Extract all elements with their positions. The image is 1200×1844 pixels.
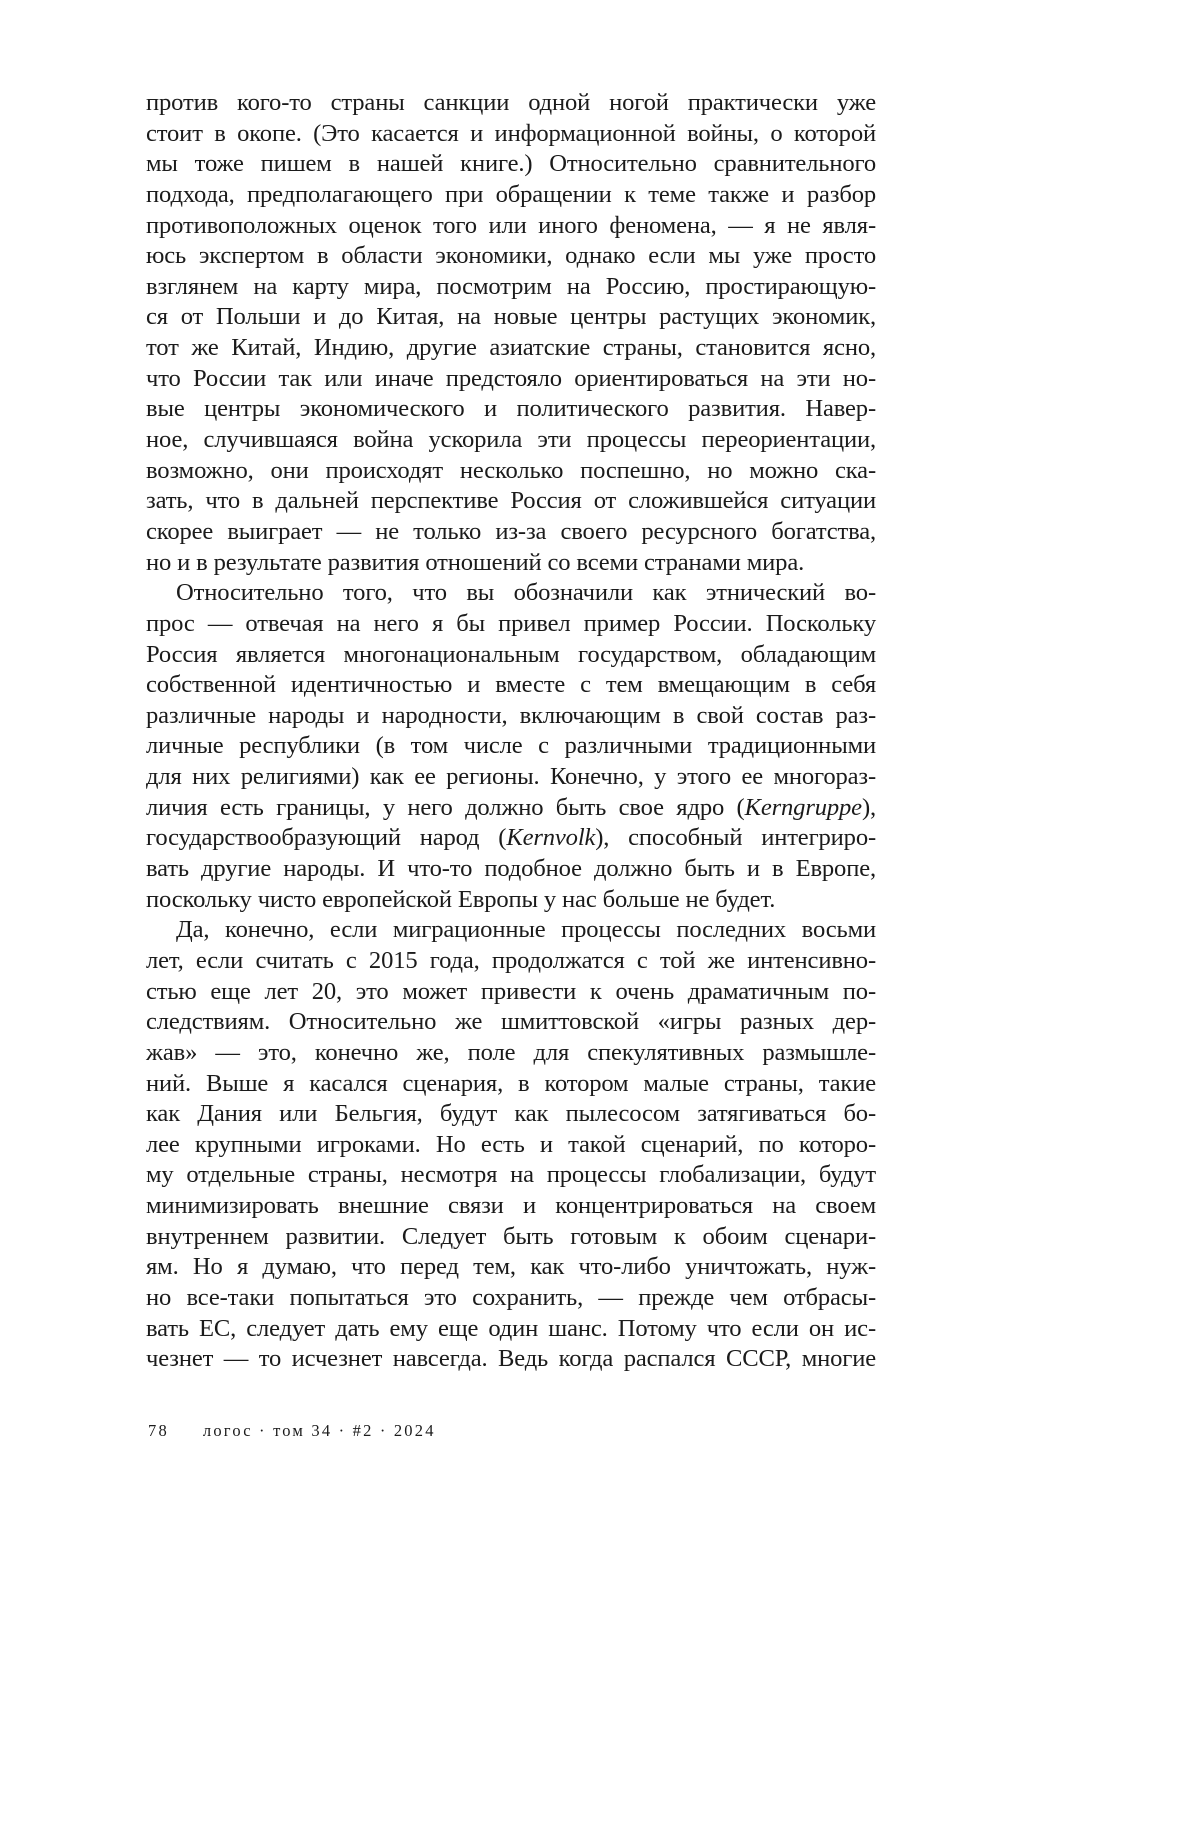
text-line bbox=[146, 640, 876, 671]
line-text: зать, что в дальней перспективе Россия от сложившейся ситуации bbox=[146, 487, 876, 515]
line-text: вые центры экономического и политического развития. Навер‑ bbox=[146, 395, 876, 423]
page-number: 78 bbox=[148, 1421, 169, 1440]
line-text: му отдельные страны, несмотря на процессы глобализации, будут bbox=[146, 1161, 876, 1189]
text-line bbox=[146, 548, 876, 579]
line-text: прос — отвечая на него я бы привел пример России. Поскольку bbox=[146, 609, 876, 637]
text-line bbox=[146, 1038, 876, 1069]
body-text bbox=[146, 88, 876, 1375]
text-line bbox=[146, 1069, 876, 1100]
text-line bbox=[146, 119, 876, 150]
line-text: мы тоже пишем в нашей книге.) Относительно сравнительного bbox=[146, 150, 876, 178]
line-text-continued: ), bbox=[861, 793, 876, 821]
text-line bbox=[146, 1099, 876, 1130]
text-line bbox=[146, 149, 876, 180]
text-line bbox=[146, 1191, 876, 1222]
line-text: Да, конечно, если миграционные процессы последних восьми bbox=[176, 916, 876, 944]
line-text: собственной идентичностью и вместе с тем вмещающим в себя bbox=[146, 671, 876, 699]
line-text: личные республики (в том числе с различными традиционными bbox=[146, 732, 876, 760]
line-text: чезнет — то исчезнет навсегда. Ведь когда распался СССР, многие bbox=[146, 1345, 876, 1373]
line-text: ний. Выше я касался сценария, в котором малые страны, такие bbox=[146, 1069, 876, 1097]
text-line bbox=[146, 793, 876, 824]
text-line bbox=[146, 670, 876, 701]
text-line bbox=[146, 1222, 876, 1253]
text-line bbox=[146, 823, 876, 854]
text-line bbox=[146, 1314, 876, 1345]
line-text: тот же Китай, Индию, другие азиатские страны, становится ясно, bbox=[146, 334, 876, 362]
line-text: лее крупными игроками. Но есть и такой сценарий, по которо‑ bbox=[146, 1130, 876, 1158]
line-text: противоположных оценок того или иного феномена, — я не явля‑ bbox=[146, 211, 876, 239]
line-text: возможно, они происходят несколько поспешно, но можно ска‑ bbox=[146, 456, 876, 484]
text-line bbox=[146, 180, 876, 211]
text-line bbox=[146, 609, 876, 640]
text-line bbox=[146, 302, 876, 333]
text-line bbox=[146, 977, 876, 1008]
line-text: что России так или иначе предстояло ориентироваться на эти но‑ bbox=[146, 364, 876, 392]
text-line bbox=[146, 517, 876, 548]
italic-term: Kernvolk bbox=[506, 824, 596, 852]
text-line bbox=[146, 1007, 876, 1038]
text-line bbox=[146, 1283, 876, 1314]
line-text: вать другие народы. И что-то подобное должно быть и в Европе, bbox=[146, 855, 876, 883]
text-line bbox=[146, 1344, 876, 1375]
text-line bbox=[146, 456, 876, 487]
text-line bbox=[146, 425, 876, 456]
text-line bbox=[146, 885, 876, 916]
line-text: подхода, предполагающего при обращении к теме также и разбор bbox=[146, 180, 876, 208]
line-text-continued: ), способный интегриро‑ bbox=[595, 824, 877, 852]
text-line bbox=[146, 1130, 876, 1161]
line-text: ям. Но я думаю, что перед тем, как что-либо уничтожать, нуж‑ bbox=[146, 1253, 876, 1281]
text-line bbox=[146, 333, 876, 364]
line-text: для них религиями) как ее регионы. Конечно, у этого ее многораз‑ bbox=[146, 763, 876, 791]
line-text: как Дания или Бельгия, будут как пылесосом затягиваться бо‑ bbox=[146, 1100, 876, 1128]
text-line bbox=[146, 211, 876, 242]
text-line bbox=[146, 854, 876, 885]
line-text: ся от Польши и до Китая, на новые центры растущих экономик, bbox=[146, 303, 876, 331]
text-line bbox=[146, 241, 876, 272]
text-line bbox=[146, 88, 876, 119]
line-text: внутреннем развитии. Следует быть готовым к обоим сценари‑ bbox=[146, 1222, 876, 1250]
line-text: поскольку чисто европейской Европы у нас больше не будет. bbox=[146, 885, 776, 913]
text-line bbox=[146, 731, 876, 762]
text-line bbox=[146, 578, 876, 609]
line-text: Россия является многонациональным государством, обладающим bbox=[146, 640, 876, 668]
text-line bbox=[146, 272, 876, 303]
line-text: минимизировать внешние связи и концентрироваться на своем bbox=[146, 1192, 876, 1220]
text-line bbox=[146, 364, 876, 395]
line-text: следствиям. Относительно же шмиттовской «игры разных дер‑ bbox=[146, 1008, 876, 1036]
text-line bbox=[146, 394, 876, 425]
line-text: различные народы и народности, включающим в свой состав раз‑ bbox=[146, 701, 876, 729]
line-text: юсь экспертом в области экономики, однако если мы уже просто bbox=[146, 242, 876, 270]
page-footer bbox=[148, 1421, 436, 1441]
line-text: ное, случившаяся война ускорила эти процессы переориентации, bbox=[146, 426, 876, 454]
line-text: взглянем на карту мира, посмотрим на Россию, простирающую‑ bbox=[146, 272, 876, 300]
line-text: но и в результате развития отношений со всеми странами мира. bbox=[146, 548, 805, 576]
line-text: стоит в окопе. (Это касается и информационной войны, о которой bbox=[146, 119, 876, 147]
text-line bbox=[146, 946, 876, 977]
line-text: но все-таки попытаться это сохранить, — прежде чем отбрасы‑ bbox=[146, 1283, 876, 1311]
italic-term: Kerngruppe bbox=[744, 793, 862, 821]
line-text: лет, если считать с 2015 года, продолжатся с той же интенсивно‑ bbox=[146, 946, 876, 974]
line-text: Относительно того, что вы обозначили как этнический во‑ bbox=[176, 579, 876, 607]
line-text: жав» — это, конечно же, поле для спекулятивных размышле‑ bbox=[146, 1038, 876, 1066]
text-line bbox=[146, 762, 876, 793]
text-line bbox=[146, 486, 876, 517]
line-text: вать ЕС, следует дать ему еще один шанс. Потому что если он ис‑ bbox=[146, 1314, 876, 1342]
text-line bbox=[146, 1252, 876, 1283]
running-head: логос · том 34 · #2 · 2024 bbox=[202, 1421, 436, 1440]
line-text: стью еще лет 20, это может привести к очень драматичным по‑ bbox=[146, 977, 876, 1005]
text-line bbox=[146, 701, 876, 732]
text-line bbox=[146, 1160, 876, 1191]
line-text: против кого-то страны санкции одной ногой практически уже bbox=[146, 89, 876, 116]
line-text: скорее выиграет — не только из-за своего ресурсного богатства, bbox=[146, 517, 876, 545]
line-text: государствообразующий народ ( bbox=[146, 824, 507, 852]
text-line bbox=[146, 915, 876, 946]
line-text: личия есть границы, у него должно быть свое ядро ( bbox=[146, 793, 745, 821]
